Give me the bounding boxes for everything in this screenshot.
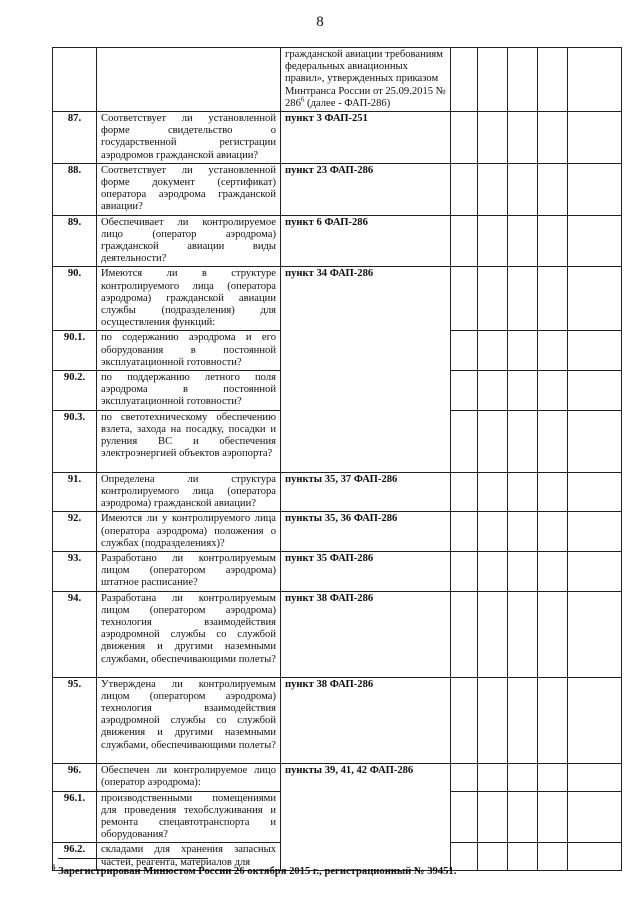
notes-cell[interactable] (568, 472, 622, 512)
answer-yes-cell[interactable] (451, 410, 478, 472)
question-cell: Определена ли структура контролируемого лица (оператора аэродрома) гражданской авиации? (97, 472, 281, 512)
requirement-reference: пункт 38 ФАП-286 (281, 677, 451, 763)
answer-yes-cell[interactable] (451, 791, 478, 843)
notes-cell[interactable] (568, 512, 622, 552)
answer-extra-cell[interactable] (538, 472, 568, 512)
notes-cell[interactable] (568, 163, 622, 215)
question-cell: Утверждена ли контролируемым лицом (оператором аэродрома) технология взаимодействия аэродромной службы со службой движения и другими наземными службами, обеспечивающими полеты? (97, 677, 281, 763)
question-cell: Имеются ли в структуре контролируемого лица (оператора аэродрома) гражданской авиации службы (подразделения) для осуществления функций: (97, 267, 281, 331)
answer-na-cell[interactable] (508, 410, 538, 472)
question-cell: Соответствует ли установленной форме документ (сертификат) оператора аэродрома гражданской авиации? (97, 163, 281, 215)
answer-extra-cell[interactable] (538, 551, 568, 591)
answer-extra-cell[interactable] (538, 267, 568, 331)
item-number: 87. (53, 112, 97, 164)
answer-na-cell[interactable] (508, 215, 538, 267)
requirement-reference: пункт 35 ФАП-286 (281, 551, 451, 591)
answer-na-cell[interactable] (508, 112, 538, 164)
answer-extra-cell[interactable] (538, 512, 568, 552)
requirement-reference: пункты 35, 36 ФАП-286 (281, 512, 451, 552)
answer-yes-cell[interactable] (451, 472, 478, 512)
answer-no-cell[interactable] (478, 267, 508, 331)
answer-yes-cell[interactable] (451, 215, 478, 267)
answer-no-cell[interactable] (478, 512, 508, 552)
footnote-divider (58, 858, 208, 859)
answer-no-cell[interactable] (478, 331, 508, 371)
answer-no-cell[interactable] (478, 591, 508, 677)
table-row (53, 472, 622, 512)
item-number: 90. (53, 267, 97, 331)
question-cell: Соответствует ли установленной форме свидетельство о государственной регистрации аэродромов гражданской авиации? (97, 112, 281, 164)
notes-cell[interactable] (568, 215, 622, 267)
answer-no-cell[interactable] (478, 551, 508, 591)
notes-cell[interactable] (568, 410, 622, 472)
answer-yes-cell[interactable] (451, 48, 478, 112)
item-number: 93. (53, 551, 97, 591)
requirement-reference: пункты 39, 41, 42 ФАП-286 (281, 763, 451, 870)
item-number: 88. (53, 163, 97, 215)
item-number: 95. (53, 677, 97, 763)
table-row (53, 48, 622, 112)
question-cell (97, 48, 281, 112)
item-number: 90.2. (53, 371, 97, 411)
notes-cell[interactable] (568, 763, 622, 791)
requirement-reference: пункт 3 ФАП-251 (281, 112, 451, 164)
footnote-marker: 6 (52, 863, 56, 872)
answer-no-cell[interactable] (478, 215, 508, 267)
answer-extra-cell[interactable] (538, 215, 568, 267)
answer-yes-cell[interactable] (451, 551, 478, 591)
answer-extra-cell[interactable] (538, 791, 568, 843)
answer-na-cell[interactable] (508, 48, 538, 112)
answer-no-cell[interactable] (478, 163, 508, 215)
answer-na-cell[interactable] (508, 267, 538, 331)
notes-cell[interactable] (568, 112, 622, 164)
answer-yes-cell[interactable] (451, 512, 478, 552)
notes-cell[interactable] (568, 48, 622, 112)
table-row (53, 512, 622, 552)
item-number: 90.1. (53, 331, 97, 371)
table-row (53, 763, 622, 791)
footnote-text: Зарегистрирован Минюстом России 26 октября 2015 г., регистрационный № 39451. (55, 866, 457, 877)
requirement-reference: пункт 38 ФАП-286 (281, 591, 451, 677)
answer-no-cell[interactable] (478, 410, 508, 472)
requirement-reference: пункты 35, 37 ФАП-286 (281, 472, 451, 512)
notes-cell[interactable] (568, 551, 622, 591)
answer-yes-cell[interactable] (451, 677, 478, 763)
answer-na-cell[interactable] (508, 331, 538, 371)
answer-no-cell[interactable] (478, 112, 508, 164)
answer-extra-cell[interactable] (538, 371, 568, 411)
answer-yes-cell[interactable] (451, 591, 478, 677)
requirement-reference: пункт 23 ФАП-286 (281, 163, 451, 215)
answer-na-cell[interactable] (508, 591, 538, 677)
answer-no-cell[interactable] (478, 371, 508, 411)
item-number: 92. (53, 512, 97, 552)
answer-na-cell[interactable] (508, 371, 538, 411)
notes-cell[interactable] (568, 591, 622, 677)
question-cell: складами для хранения запасных частей, реагента, материалов для (97, 843, 281, 870)
answer-yes-cell[interactable] (451, 371, 478, 411)
answer-extra-cell[interactable] (538, 112, 568, 164)
footnote-marker: 6 (300, 95, 305, 104)
item-number: 96.1. (53, 791, 97, 843)
item-number: 94. (53, 591, 97, 677)
answer-yes-cell[interactable] (451, 763, 478, 791)
answer-extra-cell[interactable] (538, 48, 568, 112)
item-number: 89. (53, 215, 97, 267)
answer-extra-cell[interactable] (538, 763, 568, 791)
table-row (53, 591, 622, 677)
answer-extra-cell[interactable] (538, 677, 568, 763)
answer-no-cell[interactable] (478, 472, 508, 512)
question-cell: Обеспечивает ли контролируемое лицо (оператор аэродрома) гражданской авиации виды деятельности? (97, 215, 281, 267)
question-cell: по содержанию аэродрома и его оборудования в постоянной эксплуатационной готовности? (97, 331, 281, 371)
table-row (53, 163, 622, 215)
answer-extra-cell[interactable] (538, 410, 568, 472)
requirement-reference: пункт 6 ФАП-286 (281, 215, 451, 267)
answer-na-cell[interactable] (508, 791, 538, 843)
notes-cell[interactable] (568, 267, 622, 331)
question-cell: Разработана ли контролируемым лицом (оператором аэродрома) технология взаимодействия аэродромной службы со службой движения и другими наземными службами, обеспечивающими полеты? (97, 591, 281, 677)
answer-yes-cell[interactable] (451, 112, 478, 164)
table-row (53, 267, 622, 331)
item-number: 91. (53, 472, 97, 512)
question-cell: Разработано ли контролируемым лицом (оператором аэродрома) штатное расписание? (97, 551, 281, 591)
question-cell: по поддержанию летного поля аэродрома в постоянной эксплуатационной готовности? (97, 371, 281, 411)
notes-cell[interactable] (568, 791, 622, 843)
question-cell: по светотехническому обеспечению взлета, захода на посадку, посадки и руления ВС и обеспечения электроэнергией объектов аэропорта? (97, 410, 281, 472)
question-cell: Имеются ли у контролируемого лица (оператора аэродрома) положения о службах (подразделениях)? (97, 512, 281, 552)
table-row (53, 677, 622, 763)
notes-cell[interactable] (568, 331, 622, 371)
footnote (52, 863, 612, 877)
answer-yes-cell[interactable] (451, 331, 478, 371)
item-number: 96. (53, 763, 97, 791)
table-row (53, 215, 622, 267)
reference-tail: (далее - ФАП-286) (304, 97, 391, 109)
answer-na-cell[interactable] (508, 472, 538, 512)
reference-text: гражданской авиации требованиям федеральных авиационных правил», утвержденных приказом Минтранса России от 25.09.2015 № 286 (285, 49, 446, 109)
item-number: 90.3. (53, 410, 97, 472)
notes-cell[interactable] (568, 371, 622, 411)
answer-extra-cell[interactable] (538, 331, 568, 371)
answer-no-cell[interactable] (478, 48, 508, 112)
answer-na-cell[interactable] (508, 763, 538, 791)
answer-no-cell[interactable] (478, 677, 508, 763)
item-number: 96.2. (53, 843, 97, 870)
answer-yes-cell[interactable] (451, 267, 478, 331)
answer-na-cell[interactable] (508, 512, 538, 552)
item-number (53, 48, 97, 112)
answer-yes-cell[interactable] (451, 163, 478, 215)
answer-extra-cell[interactable] (538, 163, 568, 215)
notes-cell[interactable] (568, 677, 622, 763)
table-row (53, 112, 622, 164)
answer-na-cell[interactable] (508, 677, 538, 763)
checklist-table (52, 47, 622, 871)
answer-na-cell[interactable] (508, 551, 538, 591)
answer-extra-cell[interactable] (538, 591, 568, 677)
answer-no-cell[interactable] (478, 763, 508, 791)
requirement-reference (281, 48, 451, 112)
requirement-reference: пункт 34 ФАП-286 (281, 267, 451, 472)
question-cell: Обеспечен ли контролируемое лицо (оператор аэродрома): (97, 763, 281, 791)
table-row (53, 551, 622, 591)
answer-no-cell[interactable] (478, 791, 508, 843)
answer-na-cell[interactable] (508, 163, 538, 215)
page-number: 8 (316, 14, 324, 30)
question-cell: производственными помещениями для проведения техобслуживания и ремонта спецавтотранспорта и оборудования? (97, 791, 281, 843)
